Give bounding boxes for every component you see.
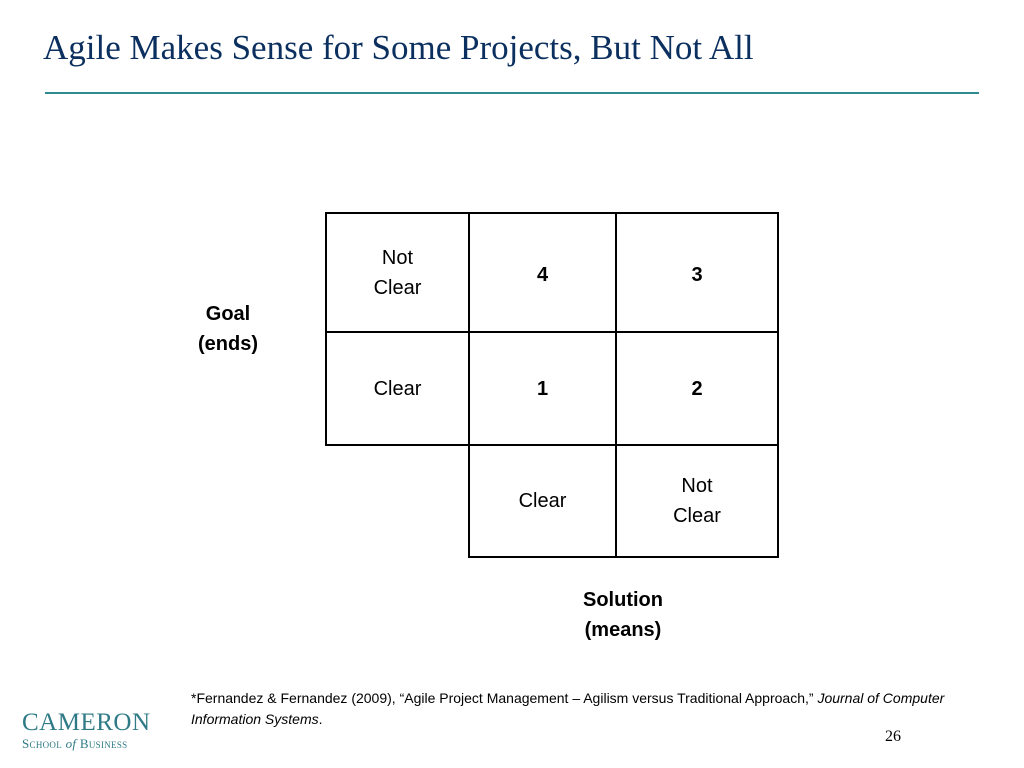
quadrant-1: 1 (536, 377, 549, 400)
solution-axis-label: Solution (means) (583, 589, 663, 641)
quadrant-2: 2 (691, 377, 703, 400)
logo-sub-of: of (65, 736, 77, 751)
logo-sub-business: Business (79, 736, 128, 751)
cameron-logo (22, 710, 151, 750)
slide-title: Agile Makes Sense for Some Projects, But Not All (43, 28, 754, 67)
title-underline (45, 92, 979, 94)
quadrant-3: 3 (691, 264, 703, 286)
citation-journal: Journal of Computer Information Systems (191, 690, 945, 727)
page-number: 26 (885, 728, 901, 745)
logo-sub-school: School (22, 736, 63, 751)
col-label-clear: Clear (518, 490, 567, 512)
goal-axis-label: Goal (ends) (198, 303, 258, 355)
logo-subtitle (22, 737, 151, 750)
citation-text: *Fernandez & Fernandez (2009), “Agile Project Management – Agilism versus Traditional Approach,” (191, 690, 818, 706)
row-label-not-clear: Not Clear (373, 246, 422, 299)
citation-footnote (191, 688, 951, 730)
citation-end: . (318, 711, 323, 727)
quadrant-4: 4 (536, 264, 549, 286)
logo-name: CAMERON (22, 709, 151, 736)
col-label-not-clear: Not Clear (673, 475, 721, 527)
row-label-clear: Clear (373, 377, 422, 400)
